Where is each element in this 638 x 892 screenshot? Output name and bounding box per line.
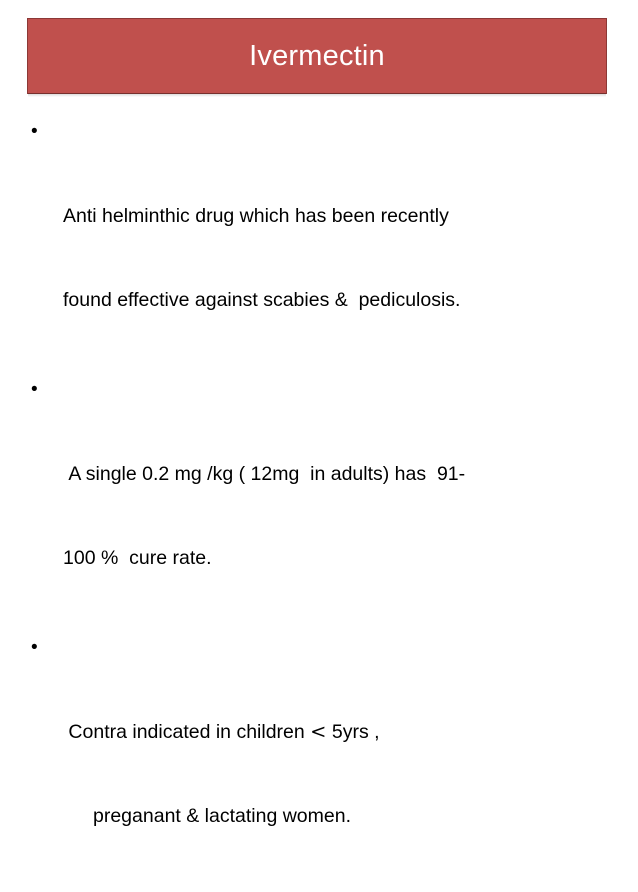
bullet-list bbox=[27, 118, 612, 892]
bullet-item bbox=[27, 376, 612, 628]
bullet-text-line: Anti helminthic drug which has been recently bbox=[63, 205, 449, 227]
bullet-text-segment: 5yrs , bbox=[326, 721, 380, 743]
slide-title: Ivermectin bbox=[249, 39, 385, 72]
bullet-text-line: preganant & lactating women. bbox=[93, 805, 351, 827]
bullet-dot-icon: • bbox=[31, 637, 38, 658]
bullet-text-line: A single 0.2 mg /kg ( 12mg in adults) has 91- bbox=[63, 463, 466, 485]
title-banner bbox=[27, 18, 607, 94]
bullet-item bbox=[27, 118, 612, 370]
bullet-text-segment: Contra indicated in children bbox=[63, 721, 311, 743]
bullet-text-line bbox=[63, 718, 612, 746]
bullet-item bbox=[27, 634, 612, 886]
less-than-symbol: < bbox=[310, 720, 327, 743]
bullet-text-line: found effective against scabies & pediculosis. bbox=[63, 289, 461, 311]
bullet-text-line: 100 % cure rate. bbox=[63, 547, 212, 569]
bullet-dot-icon: • bbox=[31, 379, 38, 400]
bullet-dot-icon: • bbox=[31, 121, 38, 142]
